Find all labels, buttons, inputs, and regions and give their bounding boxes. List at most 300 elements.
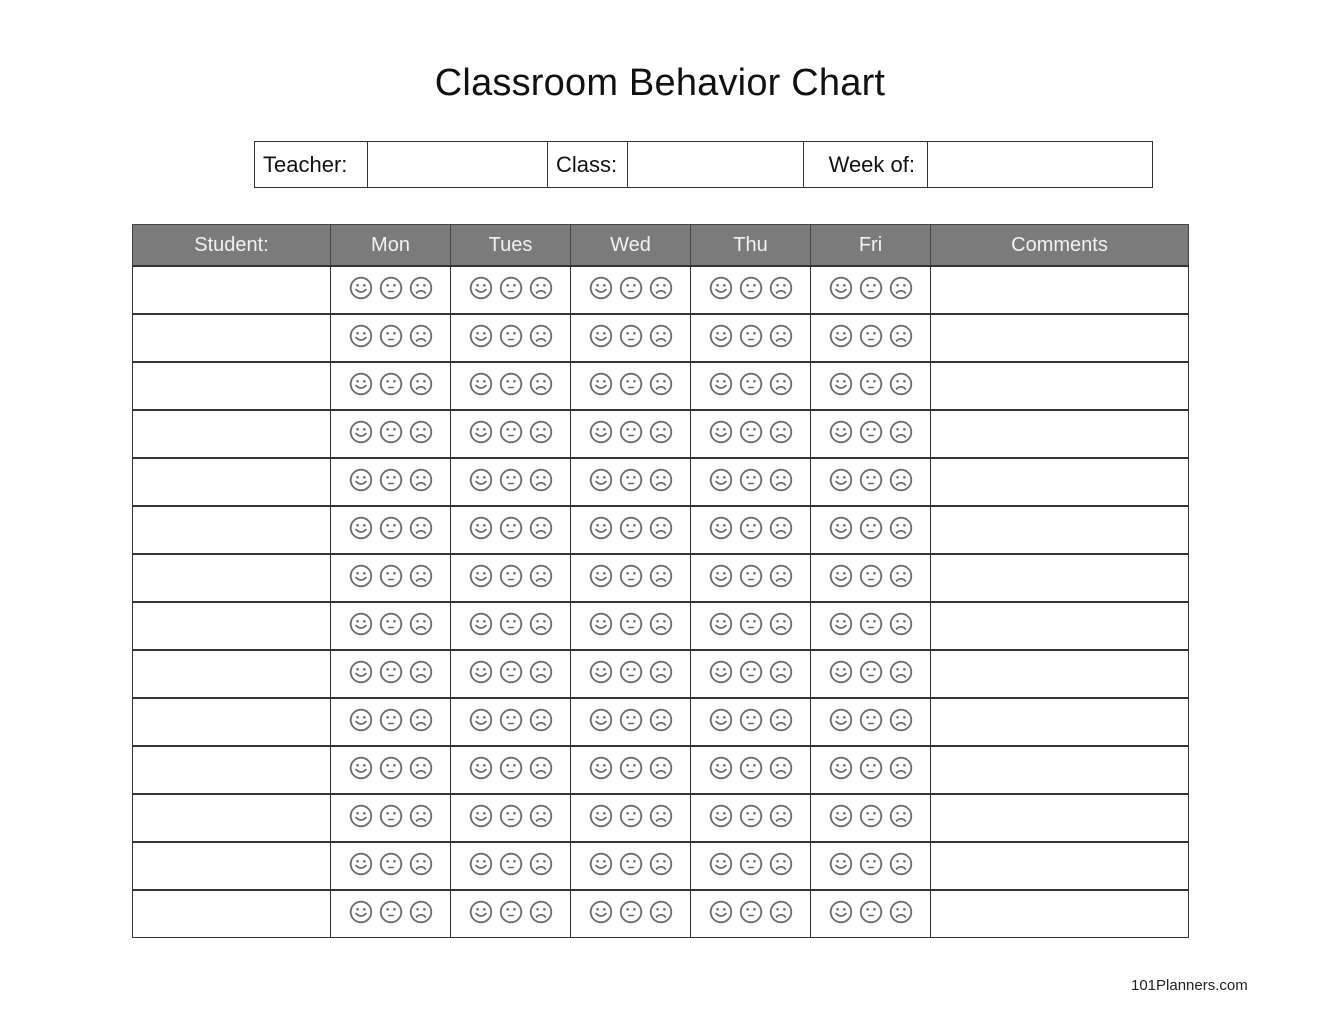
smiley-neutral-icon[interactable] [379, 708, 403, 732]
smiley-sad-icon[interactable] [889, 468, 913, 492]
smiley-neutral-icon[interactable] [859, 612, 883, 636]
smiley-neutral-icon[interactable] [619, 708, 643, 732]
smiley-happy-icon[interactable] [829, 804, 853, 828]
smiley-happy-icon[interactable] [589, 708, 613, 732]
smiley-sad-icon[interactable] [769, 276, 793, 300]
smiley-happy-icon[interactable] [349, 900, 373, 924]
smiley-sad-icon[interactable] [409, 324, 433, 348]
smiley-sad-icon[interactable] [529, 852, 553, 876]
smiley-sad-icon[interactable] [529, 372, 553, 396]
smiley-sad-icon[interactable] [769, 324, 793, 348]
smiley-neutral-icon[interactable] [859, 852, 883, 876]
face-rating-group [709, 276, 793, 300]
smiley-sad-icon[interactable] [529, 756, 553, 780]
face-rating-group [469, 468, 553, 492]
smiley-sad-icon[interactable] [889, 852, 913, 876]
smiley-happy-icon[interactable] [589, 612, 613, 636]
smiley-neutral-icon[interactable] [619, 852, 643, 876]
smiley-sad-icon[interactable] [409, 564, 433, 588]
smiley-happy-icon[interactable] [829, 852, 853, 876]
week-of-field[interactable] [928, 142, 1152, 187]
smiley-sad-icon[interactable] [889, 612, 913, 636]
smiley-happy-icon[interactable] [349, 324, 373, 348]
smiley-happy-icon[interactable] [709, 276, 733, 300]
face-rating-group [349, 324, 433, 348]
comments-cell[interactable] [931, 410, 1189, 458]
smiley-happy-icon[interactable] [829, 516, 853, 540]
day-cell-wed [571, 314, 691, 362]
smiley-neutral-icon[interactable] [859, 324, 883, 348]
day-cell-fri [811, 842, 931, 890]
smiley-neutral-icon[interactable] [499, 804, 523, 828]
comments-cell[interactable] [931, 890, 1189, 938]
face-rating-group [829, 660, 913, 684]
smiley-neutral-icon[interactable] [379, 756, 403, 780]
smiley-neutral-icon[interactable] [619, 372, 643, 396]
smiley-sad-icon[interactable] [529, 804, 553, 828]
header-tues: Tues [451, 225, 571, 267]
smiley-sad-icon[interactable] [409, 372, 433, 396]
smiley-sad-icon[interactable] [769, 708, 793, 732]
comments-cell[interactable] [931, 362, 1189, 410]
comments-cell[interactable] [931, 650, 1189, 698]
smiley-neutral-icon[interactable] [739, 900, 763, 924]
face-rating-group [469, 276, 553, 300]
smiley-neutral-icon[interactable] [379, 324, 403, 348]
smiley-neutral-icon[interactable] [499, 276, 523, 300]
smiley-sad-icon[interactable] [409, 468, 433, 492]
student-cell[interactable] [133, 746, 331, 794]
smiley-sad-icon[interactable] [769, 564, 793, 588]
smiley-neutral-icon[interactable] [499, 516, 523, 540]
smiley-happy-icon[interactable] [469, 852, 493, 876]
smiley-happy-icon[interactable] [709, 516, 733, 540]
smiley-happy-icon[interactable] [829, 708, 853, 732]
smiley-happy-icon[interactable] [829, 660, 853, 684]
smiley-happy-icon[interactable] [469, 660, 493, 684]
smiley-sad-icon[interactable] [889, 756, 913, 780]
smiley-neutral-icon[interactable] [379, 612, 403, 636]
smiley-sad-icon[interactable] [889, 804, 913, 828]
day-cell-mon [331, 266, 451, 314]
smiley-happy-icon[interactable] [829, 420, 853, 444]
table-row [133, 602, 1189, 650]
smiley-sad-icon[interactable] [889, 564, 913, 588]
face-rating-group [349, 420, 433, 444]
face-rating-group [349, 708, 433, 732]
smiley-sad-icon[interactable] [529, 660, 553, 684]
face-rating-group [709, 660, 793, 684]
smiley-neutral-icon[interactable] [619, 612, 643, 636]
smiley-happy-icon[interactable] [469, 372, 493, 396]
day-cell-tues [451, 794, 571, 842]
smiley-sad-icon[interactable] [889, 708, 913, 732]
face-rating-group [469, 756, 553, 780]
smiley-happy-icon[interactable] [469, 756, 493, 780]
smiley-neutral-icon[interactable] [859, 516, 883, 540]
day-cell-tues [451, 554, 571, 602]
smiley-sad-icon[interactable] [649, 852, 673, 876]
day-cell-mon [331, 362, 451, 410]
smiley-sad-icon[interactable] [529, 516, 553, 540]
class-field[interactable] [628, 142, 804, 187]
smiley-happy-icon[interactable] [589, 564, 613, 588]
smiley-sad-icon[interactable] [769, 660, 793, 684]
smiley-sad-icon[interactable] [529, 468, 553, 492]
smiley-happy-icon[interactable] [709, 756, 733, 780]
smiley-neutral-icon[interactable] [619, 756, 643, 780]
day-cell-wed [571, 458, 691, 506]
smiley-neutral-icon[interactable] [379, 468, 403, 492]
student-cell[interactable] [133, 602, 331, 650]
smiley-sad-icon[interactable] [769, 852, 793, 876]
smiley-happy-icon[interactable] [349, 276, 373, 300]
smiley-neutral-icon[interactable] [859, 420, 883, 444]
smiley-neutral-icon[interactable] [379, 420, 403, 444]
smiley-happy-icon[interactable] [589, 516, 613, 540]
student-cell[interactable] [133, 842, 331, 890]
day-cell-fri [811, 458, 931, 506]
smiley-sad-icon[interactable] [769, 468, 793, 492]
student-cell[interactable] [133, 266, 331, 314]
smiley-happy-icon[interactable] [709, 660, 733, 684]
smiley-happy-icon[interactable] [589, 420, 613, 444]
smiley-happy-icon[interactable] [349, 516, 373, 540]
smiley-neutral-icon[interactable] [619, 804, 643, 828]
header-student: Student: [133, 225, 331, 267]
smiley-sad-icon[interactable] [649, 468, 673, 492]
smiley-happy-icon[interactable] [829, 276, 853, 300]
smiley-neutral-icon[interactable] [619, 564, 643, 588]
smiley-neutral-icon[interactable] [859, 660, 883, 684]
smiley-neutral-icon[interactable] [619, 468, 643, 492]
face-rating-group [589, 852, 673, 876]
day-cell-wed [571, 698, 691, 746]
smiley-neutral-icon[interactable] [619, 516, 643, 540]
smiley-sad-icon[interactable] [529, 612, 553, 636]
smiley-neutral-icon[interactable] [739, 420, 763, 444]
smiley-happy-icon[interactable] [709, 420, 733, 444]
smiley-happy-icon[interactable] [349, 420, 373, 444]
day-cell-fri [811, 602, 931, 650]
smiley-sad-icon[interactable] [529, 420, 553, 444]
smiley-neutral-icon[interactable] [859, 564, 883, 588]
smiley-neutral-icon[interactable] [739, 756, 763, 780]
face-rating-group [349, 564, 433, 588]
smiley-sad-icon[interactable] [409, 516, 433, 540]
day-cell-tues [451, 410, 571, 458]
smiley-happy-icon[interactable] [829, 372, 853, 396]
smiley-sad-icon[interactable] [889, 276, 913, 300]
smiley-neutral-icon[interactable] [499, 564, 523, 588]
smiley-neutral-icon[interactable] [739, 564, 763, 588]
smiley-happy-icon[interactable] [469, 804, 493, 828]
smiley-neutral-icon[interactable] [379, 276, 403, 300]
day-cell-mon [331, 458, 451, 506]
smiley-neutral-icon[interactable] [499, 756, 523, 780]
day-cell-mon [331, 842, 451, 890]
day-cell-thu [691, 602, 811, 650]
teacher-field[interactable] [368, 142, 548, 187]
smiley-happy-icon[interactable] [829, 900, 853, 924]
smiley-happy-icon[interactable] [589, 468, 613, 492]
face-rating-group [469, 420, 553, 444]
smiley-neutral-icon[interactable] [379, 372, 403, 396]
face-rating-group [349, 852, 433, 876]
smiley-neutral-icon[interactable] [739, 516, 763, 540]
smiley-sad-icon[interactable] [529, 708, 553, 732]
smiley-neutral-icon[interactable] [859, 468, 883, 492]
table-row [133, 650, 1189, 698]
day-cell-wed [571, 890, 691, 938]
smiley-happy-icon[interactable] [709, 804, 733, 828]
smiley-sad-icon[interactable] [769, 516, 793, 540]
face-rating-group [469, 708, 553, 732]
student-cell[interactable] [133, 698, 331, 746]
smiley-sad-icon[interactable] [409, 420, 433, 444]
smiley-sad-icon[interactable] [649, 804, 673, 828]
smiley-neutral-icon[interactable] [739, 804, 763, 828]
smiley-sad-icon[interactable] [409, 660, 433, 684]
smiley-happy-icon[interactable] [709, 468, 733, 492]
smiley-sad-icon[interactable] [529, 564, 553, 588]
student-cell[interactable] [133, 362, 331, 410]
face-rating-group [709, 612, 793, 636]
smiley-neutral-icon[interactable] [739, 852, 763, 876]
smiley-neutral-icon[interactable] [619, 900, 643, 924]
smiley-happy-icon[interactable] [469, 420, 493, 444]
face-rating-group [829, 612, 913, 636]
day-cell-tues [451, 842, 571, 890]
student-cell[interactable] [133, 650, 331, 698]
smiley-happy-icon[interactable] [589, 756, 613, 780]
smiley-neutral-icon[interactable] [859, 756, 883, 780]
smiley-happy-icon[interactable] [709, 852, 733, 876]
smiley-neutral-icon[interactable] [859, 804, 883, 828]
comments-cell[interactable] [931, 746, 1189, 794]
smiley-happy-icon[interactable] [469, 276, 493, 300]
smiley-neutral-icon[interactable] [859, 276, 883, 300]
smiley-happy-icon[interactable] [349, 708, 373, 732]
smiley-sad-icon[interactable] [529, 276, 553, 300]
smiley-neutral-icon[interactable] [619, 324, 643, 348]
smiley-neutral-icon[interactable] [499, 900, 523, 924]
comments-cell[interactable] [931, 314, 1189, 362]
smiley-sad-icon[interactable] [889, 516, 913, 540]
smiley-neutral-icon[interactable] [739, 468, 763, 492]
smiley-happy-icon[interactable] [469, 708, 493, 732]
smiley-happy-icon[interactable] [709, 708, 733, 732]
day-cell-fri [811, 266, 931, 314]
smiley-happy-icon[interactable] [589, 804, 613, 828]
smiley-sad-icon[interactable] [409, 756, 433, 780]
smiley-happy-icon[interactable] [349, 660, 373, 684]
smiley-neutral-icon[interactable] [499, 372, 523, 396]
smiley-neutral-icon[interactable] [379, 660, 403, 684]
day-cell-wed [571, 410, 691, 458]
smiley-happy-icon[interactable] [589, 324, 613, 348]
comments-cell[interactable] [931, 506, 1189, 554]
day-cell-tues [451, 698, 571, 746]
smiley-happy-icon[interactable] [589, 372, 613, 396]
student-cell[interactable] [133, 890, 331, 938]
smiley-neutral-icon[interactable] [499, 708, 523, 732]
smiley-sad-icon[interactable] [649, 516, 673, 540]
smiley-happy-icon[interactable] [709, 900, 733, 924]
class-label: Class: [548, 142, 628, 187]
smiley-neutral-icon[interactable] [739, 612, 763, 636]
comments-cell[interactable] [931, 266, 1189, 314]
smiley-happy-icon[interactable] [349, 564, 373, 588]
page-title: Classroom Behavior Chart [434, 62, 886, 104]
day-cell-thu [691, 458, 811, 506]
smiley-happy-icon[interactable] [589, 852, 613, 876]
comments-cell[interactable] [931, 842, 1189, 890]
smiley-happy-icon[interactable] [469, 516, 493, 540]
smiley-happy-icon[interactable] [829, 564, 853, 588]
smiley-neutral-icon[interactable] [379, 516, 403, 540]
student-cell[interactable] [133, 410, 331, 458]
smiley-neutral-icon[interactable] [739, 324, 763, 348]
day-cell-tues [451, 650, 571, 698]
smiley-sad-icon[interactable] [889, 420, 913, 444]
smiley-neutral-icon[interactable] [739, 276, 763, 300]
smiley-sad-icon[interactable] [409, 612, 433, 636]
smiley-sad-icon[interactable] [409, 708, 433, 732]
smiley-neutral-icon[interactable] [859, 708, 883, 732]
smiley-happy-icon[interactable] [469, 612, 493, 636]
smiley-sad-icon[interactable] [529, 900, 553, 924]
smiley-happy-icon[interactable] [469, 324, 493, 348]
smiley-happy-icon[interactable] [349, 804, 373, 828]
smiley-sad-icon[interactable] [769, 420, 793, 444]
week-of-label: Week of: [804, 142, 928, 187]
face-rating-group [469, 564, 553, 588]
student-cell[interactable] [133, 506, 331, 554]
smiley-sad-icon[interactable] [769, 900, 793, 924]
smiley-happy-icon[interactable] [829, 468, 853, 492]
student-cell[interactable] [133, 794, 331, 842]
smiley-sad-icon[interactable] [769, 612, 793, 636]
table-row [133, 506, 1189, 554]
smiley-happy-icon[interactable] [829, 324, 853, 348]
smiley-neutral-icon[interactable] [859, 372, 883, 396]
comments-cell[interactable] [931, 794, 1189, 842]
smiley-sad-icon[interactable] [649, 372, 673, 396]
comments-cell[interactable] [931, 458, 1189, 506]
smiley-sad-icon[interactable] [889, 324, 913, 348]
smiley-neutral-icon[interactable] [379, 804, 403, 828]
smiley-neutral-icon[interactable] [619, 420, 643, 444]
smiley-happy-icon[interactable] [349, 852, 373, 876]
smiley-happy-icon[interactable] [589, 900, 613, 924]
smiley-happy-icon[interactable] [469, 900, 493, 924]
smiley-sad-icon[interactable] [769, 756, 793, 780]
smiley-happy-icon[interactable] [349, 372, 373, 396]
smiley-neutral-icon[interactable] [499, 612, 523, 636]
smiley-happy-icon[interactable] [709, 564, 733, 588]
face-rating-group [469, 852, 553, 876]
smiley-sad-icon[interactable] [889, 660, 913, 684]
smiley-sad-icon[interactable] [889, 900, 913, 924]
smiley-neutral-icon[interactable] [739, 660, 763, 684]
smiley-sad-icon[interactable] [649, 564, 673, 588]
smiley-happy-icon[interactable] [709, 612, 733, 636]
day-cell-mon [331, 698, 451, 746]
student-cell[interactable] [133, 458, 331, 506]
face-rating-group [589, 516, 673, 540]
smiley-happy-icon[interactable] [829, 612, 853, 636]
smiley-sad-icon[interactable] [889, 372, 913, 396]
smiley-happy-icon[interactable] [469, 564, 493, 588]
smiley-sad-icon[interactable] [529, 324, 553, 348]
day-cell-mon [331, 410, 451, 458]
smiley-sad-icon[interactable] [409, 804, 433, 828]
smiley-neutral-icon[interactable] [499, 660, 523, 684]
smiley-happy-icon[interactable] [829, 756, 853, 780]
smiley-sad-icon[interactable] [649, 612, 673, 636]
smiley-neutral-icon[interactable] [499, 468, 523, 492]
face-rating-group [829, 708, 913, 732]
smiley-sad-icon[interactable] [409, 900, 433, 924]
smiley-sad-icon[interactable] [649, 660, 673, 684]
smiley-sad-icon[interactable] [649, 708, 673, 732]
smiley-sad-icon[interactable] [769, 804, 793, 828]
day-cell-tues [451, 890, 571, 938]
smiley-happy-icon[interactable] [589, 660, 613, 684]
smiley-neutral-icon[interactable] [859, 900, 883, 924]
smiley-neutral-icon[interactable] [499, 852, 523, 876]
face-rating-group [709, 372, 793, 396]
comments-cell[interactable] [931, 698, 1189, 746]
smiley-happy-icon[interactable] [469, 468, 493, 492]
smiley-sad-icon[interactable] [649, 276, 673, 300]
smiley-happy-icon[interactable] [589, 276, 613, 300]
smiley-happy-icon[interactable] [349, 468, 373, 492]
student-cell[interactable] [133, 314, 331, 362]
smiley-neutral-icon[interactable] [379, 900, 403, 924]
smiley-sad-icon[interactable] [769, 372, 793, 396]
smiley-neutral-icon[interactable] [739, 372, 763, 396]
face-rating-group [709, 900, 793, 924]
smiley-neutral-icon[interactable] [499, 324, 523, 348]
smiley-neutral-icon[interactable] [619, 660, 643, 684]
header-wed: Wed [571, 225, 691, 267]
smiley-sad-icon[interactable] [649, 756, 673, 780]
smiley-neutral-icon[interactable] [379, 852, 403, 876]
smiley-happy-icon[interactable] [709, 324, 733, 348]
smiley-sad-icon[interactable] [409, 276, 433, 300]
smiley-sad-icon[interactable] [649, 420, 673, 444]
face-rating-group [829, 804, 913, 828]
smiley-neutral-icon[interactable] [379, 564, 403, 588]
student-cell[interactable] [133, 554, 331, 602]
smiley-happy-icon[interactable] [349, 756, 373, 780]
smiley-neutral-icon[interactable] [739, 708, 763, 732]
day-cell-tues [451, 746, 571, 794]
smiley-neutral-icon[interactable] [499, 420, 523, 444]
smiley-sad-icon[interactable] [649, 900, 673, 924]
comments-cell[interactable] [931, 602, 1189, 650]
face-rating-group [589, 468, 673, 492]
smiley-sad-icon[interactable] [649, 324, 673, 348]
face-rating-group [829, 756, 913, 780]
comments-cell[interactable] [931, 554, 1189, 602]
smiley-happy-icon[interactable] [709, 372, 733, 396]
smiley-happy-icon[interactable] [349, 612, 373, 636]
smiley-neutral-icon[interactable] [619, 276, 643, 300]
smiley-sad-icon[interactable] [409, 852, 433, 876]
